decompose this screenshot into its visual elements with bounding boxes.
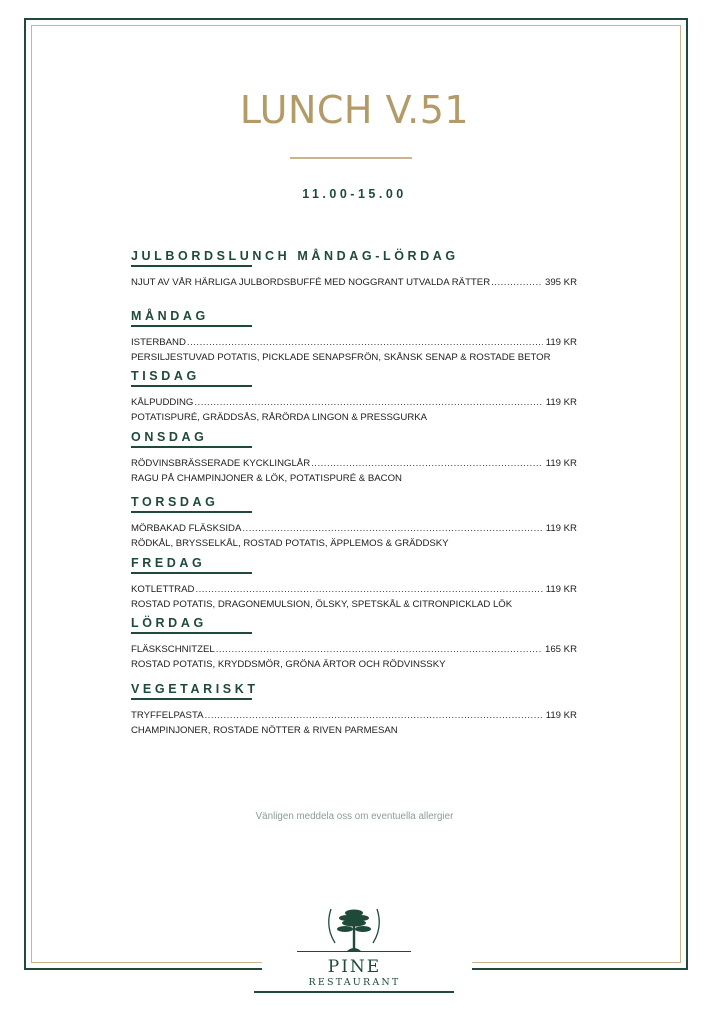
opening-hours: 11.00-15.00 [302, 187, 407, 201]
section-divider [131, 446, 252, 448]
section-mandag [131, 308, 577, 364]
section-divider [131, 632, 252, 634]
section-heading: JULBORDSLUNCH MÅNDAG-LÖRDAG [131, 249, 459, 263]
dot-leader [216, 644, 542, 656]
section-heading: VEGETARISKT [131, 682, 259, 696]
dot-leader [205, 710, 543, 722]
dish-name: RÖDVINSBRÄSSERADE KYCKLINGLÅR [131, 457, 311, 469]
pine-tree-icon [325, 905, 383, 957]
dish-row [131, 458, 577, 470]
section-divider [131, 572, 252, 574]
dish-row [131, 644, 577, 656]
dish-row [131, 584, 577, 596]
section-divider [131, 325, 252, 327]
section-heading: MÅNDAG [131, 309, 209, 323]
dish-row [131, 397, 577, 409]
section-onsdag [131, 429, 577, 485]
dish-description: POTATISPURÉ, GRÄDDSÅS, RÅRÖRDA LINGON & PRESSGURKA [131, 411, 428, 423]
logo-subtitle: RESTAURANT [308, 977, 401, 988]
dish-description: RAGU PÅ CHAMPINJONER & LÖK, POTATISPURÉ & BACON [131, 472, 402, 484]
dish-price: 119 KR [545, 457, 577, 469]
dot-leader [195, 584, 542, 596]
dot-leader [194, 397, 542, 409]
menu-title: LUNCH V.51 [239, 88, 470, 132]
section-heading: TORSDAG [131, 495, 219, 509]
section-heading: LÖRDAG [131, 616, 207, 630]
title-divider [290, 157, 412, 159]
dish-description: ROSTAD POTATIS, KRYDDSMÖR, GRÖNA ÄRTOR OCH RÖDVINSSKY [131, 658, 446, 670]
dish-price: 119 KR [545, 336, 577, 348]
dish-price: 165 KR [545, 643, 577, 655]
logo-underline [254, 991, 454, 993]
section-heading: ONSDAG [131, 430, 208, 444]
dish-name: KÅLPUDDING [131, 396, 194, 408]
dish-price: 395 KR [545, 276, 577, 288]
dish-price: 119 KR [545, 709, 577, 721]
dot-leader [187, 337, 543, 349]
dish-row [131, 337, 577, 349]
dish-name: FLÄSKSCHNITZEL [131, 643, 215, 655]
dot-leader [311, 458, 543, 470]
dish-price: 119 KR [545, 396, 577, 408]
section-fredag [131, 555, 577, 611]
dish-description: RÖDKÅL, BRYSSELKÅL, ROSTAD POTATIS, ÄPPLEMOS & GRÄDDSKY [131, 537, 449, 549]
section-divider [131, 385, 252, 387]
section-tisdag [131, 368, 577, 424]
dot-leader [491, 277, 542, 289]
dish-price: 119 KR [545, 583, 577, 595]
dish-row [131, 710, 577, 722]
logo-divider [297, 951, 411, 952]
section-vegetariskt [131, 681, 577, 737]
dish-name: ISTERBAND [131, 336, 186, 348]
dish-row [131, 277, 577, 289]
dish-description: CHAMPINJONER, ROSTADE NÖTTER & RIVEN PARMESAN [131, 724, 398, 736]
allergy-note: Vänligen meddela oss om eventuella allergier [255, 811, 454, 822]
dish-name: NJUT AV VÅR HÄRLIGA JULBORDSBUFFÉ MED NOGGRANT UTVALDA RÄTTER [131, 276, 491, 288]
dish-description: PERSILJESTUVAD POTATIS, PICKLADE SENAPSFRÖN, SKÅNSK SENAP & ROSTADE BETOR [131, 351, 551, 363]
section-lordag [131, 615, 577, 671]
section-torsdag [131, 494, 577, 550]
section-divider [131, 511, 252, 513]
logo-name: PINE [327, 957, 382, 977]
section-heading: FREDAG [131, 556, 206, 570]
section-heading: TISDAG [131, 369, 200, 383]
dish-price: 119 KR [545, 522, 577, 534]
section-divider [131, 265, 252, 267]
dish-row [131, 523, 577, 535]
dish-name: KOTLETTRAD [131, 583, 195, 595]
dish-name: TRYFFELPASTA [131, 709, 204, 721]
dish-name: MÖRBAKAD FLÄSKSIDA [131, 522, 242, 534]
section-julbord [131, 248, 577, 289]
dot-leader [242, 523, 542, 535]
section-divider [131, 698, 252, 700]
dish-description: ROSTAD POTATIS, DRAGONEMULSION, ÖLSKY, SPETSKÅL & CITRONPICKLAD LÖK [131, 598, 513, 610]
